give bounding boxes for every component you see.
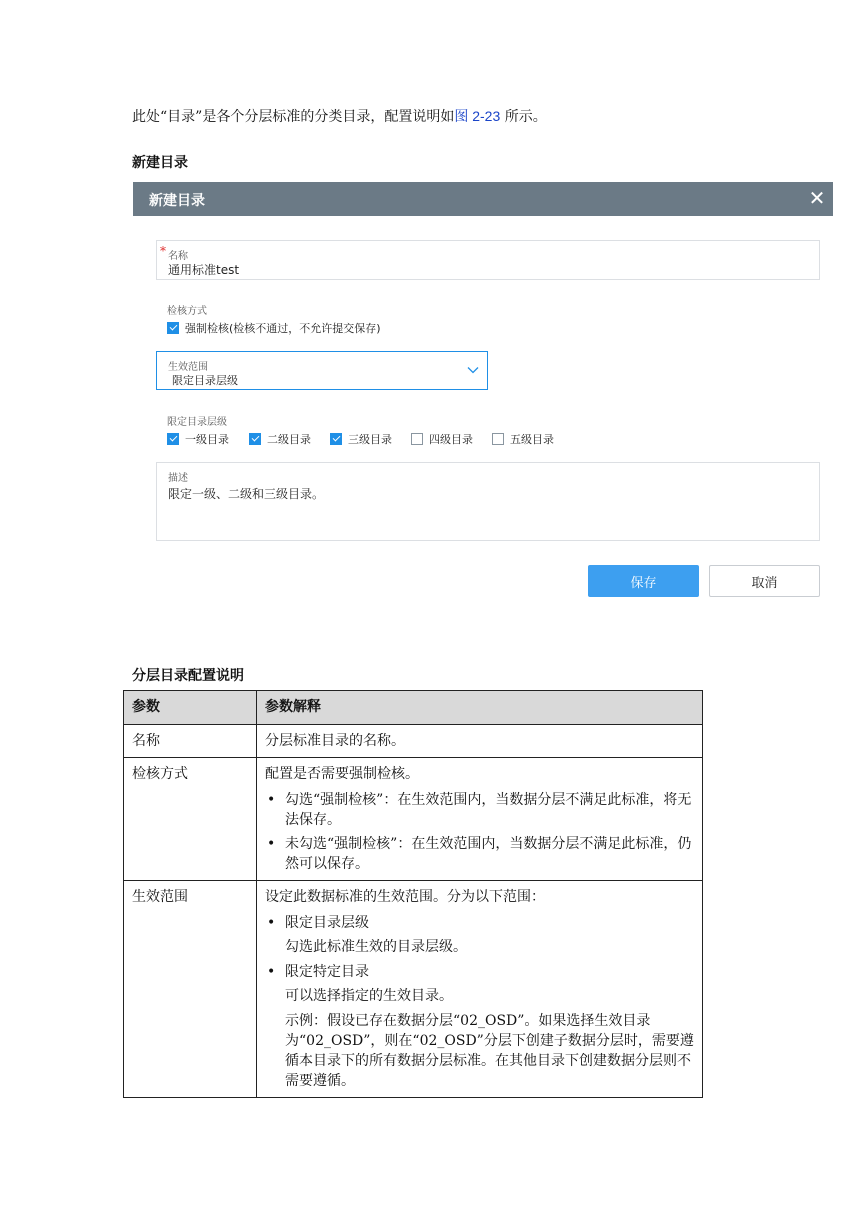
checkbox-checked-icon[interactable] [167, 322, 179, 334]
description-label: 描述 [168, 473, 188, 484]
figure-link[interactable]: 图 2-23 [454, 108, 501, 124]
force-check-checkbox[interactable] [167, 320, 381, 336]
name-value: 通用标准test [168, 263, 240, 277]
desc-cell: 分层标准目录的名称。 [257, 725, 703, 758]
name-label: 名称 [168, 251, 188, 262]
level-5-label: 五级目录 [510, 433, 554, 446]
bullet-item: • 限定目录层级 [265, 913, 694, 933]
table-row [124, 881, 703, 1098]
example-text: 示例：假设已存在数据分层“02_OSD”。如果选择生效目录为“02_OSD”，则在“02_OSD”分层下创建子数据分层时，需要遵循本目录下的所有数据分层标准。在其他目录下创建数据分层则不需要遵循。 [285, 1013, 694, 1089]
level-5-checkbox[interactable] [492, 431, 554, 447]
checkbox-checked-icon[interactable] [330, 433, 342, 445]
level-3-checkbox[interactable] [330, 431, 392, 447]
param-cell: 检核方式 [124, 758, 257, 881]
intro-text: 此处“目录”是各个分层标准的分类目录，配置说明如 [132, 109, 455, 125]
table-caption: 分层目录配置说明 [132, 668, 244, 684]
level-2-checkbox[interactable] [249, 431, 311, 447]
name-field[interactable] [156, 240, 820, 280]
bullet-subtext: 勾选此标准生效的目录层级。 [285, 939, 467, 955]
bullet-item: • 限定特定目录 [265, 962, 694, 982]
check-mode-label: 检核方式 [167, 306, 207, 317]
desc-cell [257, 758, 703, 881]
level-3-label: 三级目录 [348, 433, 392, 446]
description-field[interactable] [156, 462, 820, 541]
checkbox-unchecked-icon[interactable] [492, 433, 504, 445]
save-button[interactable]: 保存 [588, 565, 699, 597]
description-value: 限定一级、二级和三级目录。 [168, 487, 325, 501]
level-1-checkbox[interactable] [167, 431, 229, 447]
required-mark: * [160, 244, 166, 258]
checkbox-checked-icon[interactable] [249, 433, 261, 445]
param-cell: 生效范围 [124, 881, 257, 1098]
close-icon[interactable]: ✕ [808, 186, 826, 210]
level-1-label: 一级目录 [185, 433, 229, 446]
intro-paragraph [132, 106, 547, 127]
table-header-row [124, 691, 703, 725]
table-row [124, 725, 703, 758]
dialog-title: 新建目录 [149, 193, 205, 209]
param-cell: 名称 [124, 725, 257, 758]
level-4-checkbox[interactable] [411, 431, 473, 447]
scope-value: 限定目录层级 [172, 374, 238, 387]
figure-caption: 新建目录 [132, 155, 188, 171]
bullet-subtext: 可以选择指定的生效目录。 [285, 988, 453, 1004]
column-header-param: 参数 [124, 691, 257, 725]
levels-label: 限定目录层级 [167, 417, 227, 428]
bullet-item: • 勾选“强制检核”：在生效范围内，当数据分层不满足此标准，将无法保存。 [265, 790, 694, 830]
checkbox-checked-icon[interactable] [167, 433, 179, 445]
level-4-label: 四级目录 [429, 433, 473, 446]
column-header-desc: 参数解释 [257, 691, 703, 725]
scope-select[interactable] [156, 351, 488, 390]
config-table [123, 690, 703, 1098]
bullet-item: • 未勾选“强制检核”：在生效范围内，当数据分层不满足此标准，仍然可以保存。 [265, 834, 694, 874]
level-2-label: 二级目录 [267, 433, 311, 446]
force-check-label: 强制检核(检核不通过，不允许提交保存) [185, 322, 381, 335]
checkbox-unchecked-icon[interactable] [411, 433, 423, 445]
table-row [124, 758, 703, 881]
desc-text: 配置是否需要强制检核。 [265, 766, 419, 782]
desc-text: 设定此数据标准的生效范围。分为以下范围： [265, 889, 545, 905]
desc-cell [257, 881, 703, 1098]
cancel-button[interactable]: 取消 [709, 565, 820, 597]
intro-text-end: 所示。 [500, 109, 547, 125]
dialog-header [133, 182, 833, 216]
chevron-down-icon[interactable] [467, 364, 479, 376]
scope-label: 生效范围 [168, 362, 208, 373]
